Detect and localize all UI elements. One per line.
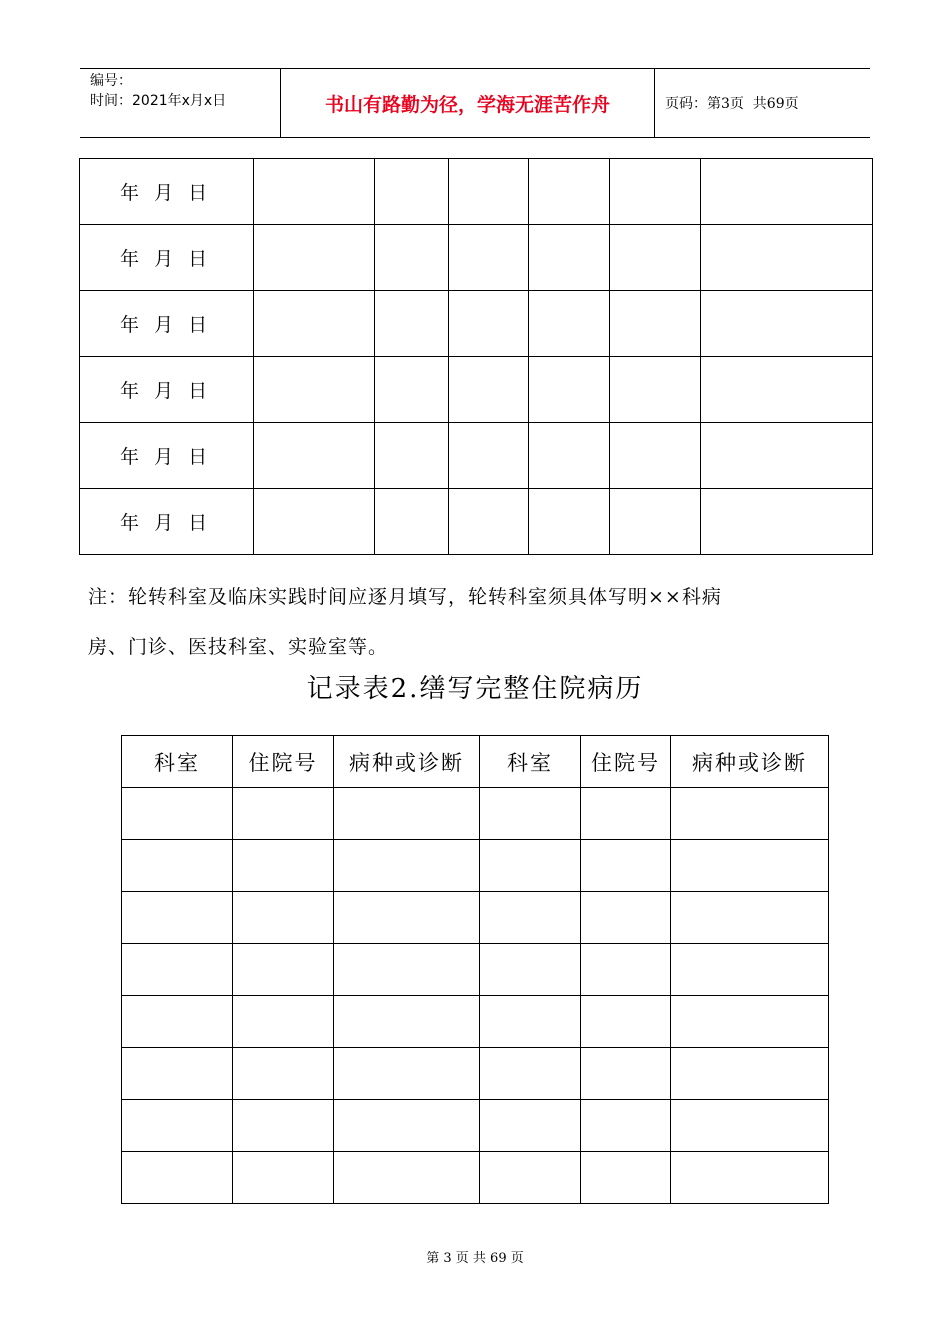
table-cell [529,159,610,225]
table-cell [375,291,449,357]
table-cell [581,788,671,840]
table-cell [375,225,449,291]
table-cell [701,489,873,555]
table-cell [334,788,480,840]
table-cell [122,944,233,996]
header-motto: 书山有路勤为径，学海无涯苦作舟 [281,69,655,137]
table-cell [254,489,375,555]
date-cell: 年 月 日 [80,225,254,291]
table-cell [233,996,334,1048]
table-cell [254,357,375,423]
table-cell [671,1048,829,1100]
table-cell [375,489,449,555]
table-cell [233,1100,334,1152]
table-cell [233,892,334,944]
table-cell [701,357,873,423]
table-cell [122,840,233,892]
table-cell [254,423,375,489]
table-row [80,225,873,291]
table-row [80,291,873,357]
table-header-row [122,736,829,788]
table-cell [449,291,529,357]
table-cell [233,788,334,840]
table-cell [581,996,671,1048]
table-cell [375,357,449,423]
column-header-admission-number: 住院号 [233,736,334,788]
table-cell [449,225,529,291]
header-page-info: 页码：第3页 共69页 [665,96,799,112]
table-cell [701,291,873,357]
table-cell [480,1152,581,1204]
table-row [80,357,873,423]
table-cell [334,1048,480,1100]
table-cell [334,1100,480,1152]
table-cell [610,159,701,225]
table-cell [529,291,610,357]
table-cell [334,996,480,1048]
table-cell [375,159,449,225]
table-cell [480,944,581,996]
table-cell [671,892,829,944]
serial-number-label: 编号： [90,73,132,89]
table-cell [334,944,480,996]
rotation-table [79,158,873,555]
date-cell: 年 月 日 [80,357,254,423]
table-cell [529,225,610,291]
table-cell [334,840,480,892]
date-cell: 年 月 日 [80,489,254,555]
column-header-department: 科室 [480,736,581,788]
table-cell [610,225,701,291]
table-cell [480,840,581,892]
table-cell [671,788,829,840]
table-row [80,159,873,225]
table-cell [701,423,873,489]
table-cell [122,1048,233,1100]
page-header [80,68,870,138]
table-cell [480,1100,581,1152]
table-cell [701,225,873,291]
table-cell [375,423,449,489]
table-cell [529,357,610,423]
note-line: 房、门诊、医技科室、实验室等。 [88,636,389,658]
table-cell [671,996,829,1048]
table-cell [610,357,701,423]
header-meta [80,69,281,137]
table-cell [610,423,701,489]
table-row [122,1100,829,1152]
table-cell [671,1152,829,1204]
table-cell [671,944,829,996]
date-cell: 年 月 日 [80,159,254,225]
table-cell [581,1048,671,1100]
table-cell [334,1152,480,1204]
medical-record-table [121,735,829,1204]
column-header-diagnosis: 病种或诊断 [671,736,829,788]
column-header-diagnosis: 病种或诊断 [334,736,480,788]
table-cell [480,996,581,1048]
column-header-admission-number: 住院号 [581,736,671,788]
table-cell [671,1100,829,1152]
table-cell [122,788,233,840]
date-cell: 年 月 日 [80,291,254,357]
table-cell [581,892,671,944]
table-cell [581,1152,671,1204]
table-cell [449,489,529,555]
table-cell [254,291,375,357]
table-cell [233,1152,334,1204]
table-cell [671,840,829,892]
table-row [80,489,873,555]
record-table-title: 记录表2.缮写完整住院病历 [306,674,644,704]
table-cell [449,357,529,423]
table-row [80,423,873,489]
table-cell [449,159,529,225]
table-row [122,944,829,996]
table-cell [529,489,610,555]
table-cell [581,944,671,996]
table-row [122,892,829,944]
page-footer: 第 3 页 共 69 页 [426,1251,524,1266]
table-cell [529,423,610,489]
table-cell [480,1048,581,1100]
table-cell [480,892,581,944]
table-row [122,996,829,1048]
time-label: 时间：2021年x月x日 [90,93,227,109]
table-cell [233,944,334,996]
table-cell [254,225,375,291]
date-cell: 年 月 日 [80,423,254,489]
table-row [122,840,829,892]
table-cell [610,291,701,357]
table-cell [122,1100,233,1152]
table-cell [701,159,873,225]
table-cell [233,840,334,892]
table-row [122,1152,829,1204]
table-cell [334,892,480,944]
table-cell [254,159,375,225]
table-cell [610,489,701,555]
table-row [122,1048,829,1100]
table-cell [122,996,233,1048]
table-cell [480,788,581,840]
table-cell [581,1100,671,1152]
table-row [122,788,829,840]
table-cell [122,892,233,944]
table-cell [233,1048,334,1100]
note-line: 注：轮转科室及临床实践时间应逐月填写，轮转科室须具体写明××科病 [88,586,722,608]
rotation-note [88,572,818,672]
table-cell [122,1152,233,1204]
column-header-department: 科室 [122,736,233,788]
table-cell [581,840,671,892]
table-cell [449,423,529,489]
